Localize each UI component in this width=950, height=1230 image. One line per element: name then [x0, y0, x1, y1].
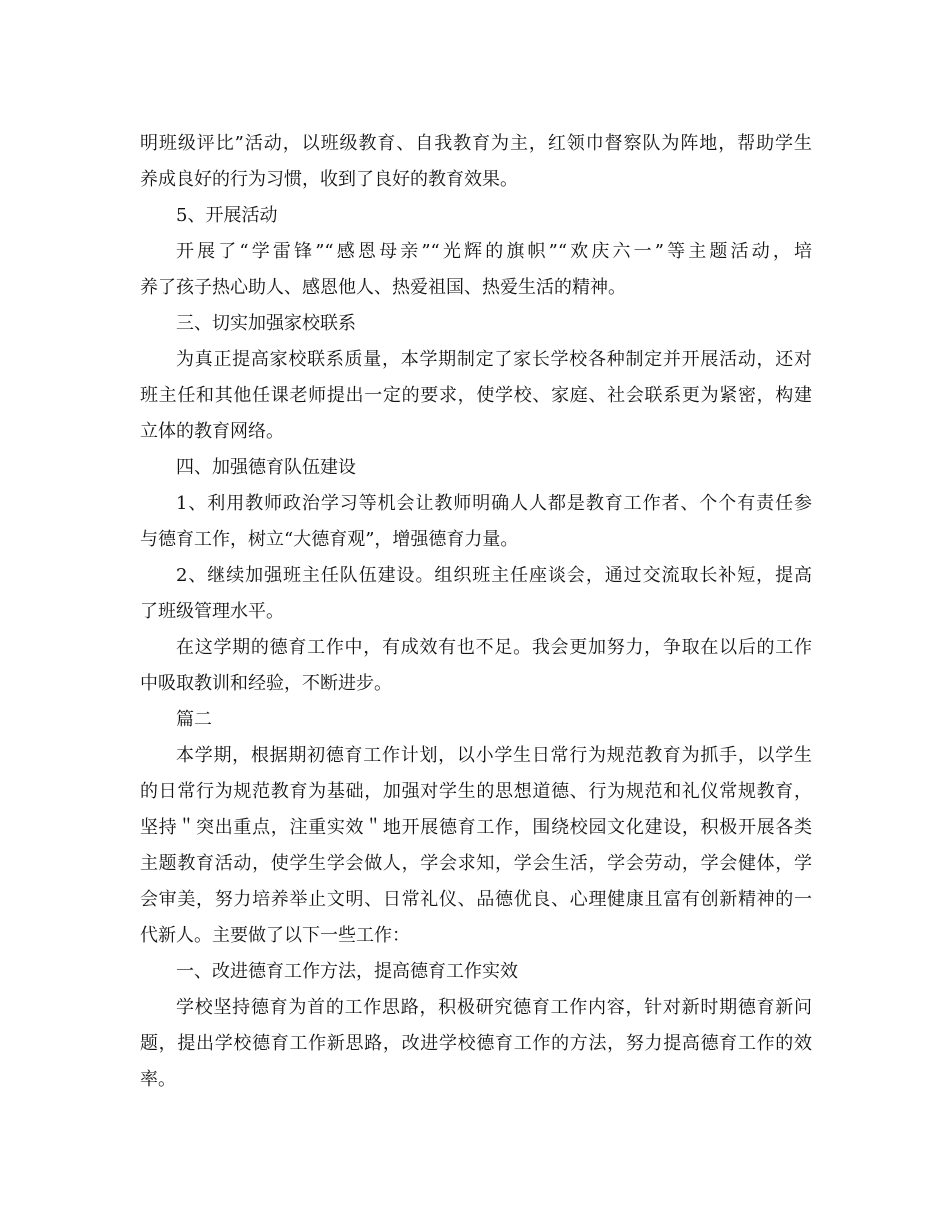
paragraph-line: 为真正提高家校联系质量，本学期制定了家长学校各种制定并开展活动，还对 — [176, 349, 812, 370]
paragraph-line: 率。 — [140, 1069, 176, 1090]
section-heading: 三、切实加强家校联系 — [176, 313, 356, 334]
paragraph-line: 与德育工作，树立“大德育观”，增强德育力量。 — [140, 529, 519, 550]
paragraph-line: 养成良好的行为习惯，收到了良好的教育效果。 — [140, 169, 518, 190]
paragraph-line: 明班级评比”活动，以班级教育、自我教育为主，红领巾督察队为阵地，帮助学生 — [140, 133, 812, 154]
paragraph-line: 本学期，根据期初德育工作计划，以小学生日常行为规范教育为抓手，以学生 — [176, 745, 812, 766]
section-heading: 5、开展活动 — [176, 205, 278, 226]
paragraph-line: 主题教育活动，使学生学会做人，学会求知，学会生活，学会劳动，学会健体，学 — [140, 853, 812, 874]
paragraph-line: 代新人。主要做了以下一些工作： — [140, 925, 410, 946]
section-heading: 一、改进德育工作方法，提高德育工作实效 — [176, 961, 518, 982]
paragraph-line: 学校坚持德育为首的工作思路，积极研究德育工作内容，针对新时期德育新问 — [176, 997, 812, 1018]
paragraph-line: 养了孩子热心助人、感恩他人、热爱祖国、热爱生活的精神。 — [140, 277, 626, 298]
paragraph-line: 坚持＂突出重点，注重实效＂地开展德育工作，围绕校园文化建设，积极开展各类 — [140, 817, 812, 838]
paragraph-line: 中吸取教训和经验，不断进步。 — [140, 673, 392, 694]
paragraph-line: 题，提出学校德育工作新思路，改进学校德育工作的方法，努力提高德育工作的效 — [140, 1033, 812, 1054]
paragraph-line: 班主任和其他任课老师提出一定的要求，使学校、家庭、社会联系更为紧密，构建 — [140, 385, 812, 406]
paragraph-line: 2、继续加强班主任队伍建设。组织班主任座谈会，通过交流取长补短，提高 — [176, 565, 812, 586]
paragraph-line: 了班级管理水平。 — [140, 601, 284, 622]
paragraph-line: 在这学期的德育工作中，有成效有也不足。我会更加努力，争取在以后的工作 — [176, 637, 812, 658]
paragraph-line: 立体的教育网络。 — [140, 421, 284, 442]
section-heading: 四、加强德育队伍建设 — [176, 457, 356, 478]
paragraph-line: 的日常行为规范教育为基础，加强对学生的思想道德、行为规范和礼仪常规教育， — [140, 781, 812, 802]
paragraph-line: 开展了“学雷锋”“感恩母亲”“光辉的旗帜”“欢庆六一”等主题活动，培 — [176, 241, 812, 262]
section-heading: 篇二 — [176, 709, 212, 730]
paragraph-line: 会审美，努力培养举止文明、日常礼仪、品德优良、心理健康且富有创新精神的一 — [140, 889, 812, 910]
paragraph-line: 1、利用教师政治学习等机会让教师明确人人都是教育工作者、个个有责任参 — [176, 493, 812, 514]
